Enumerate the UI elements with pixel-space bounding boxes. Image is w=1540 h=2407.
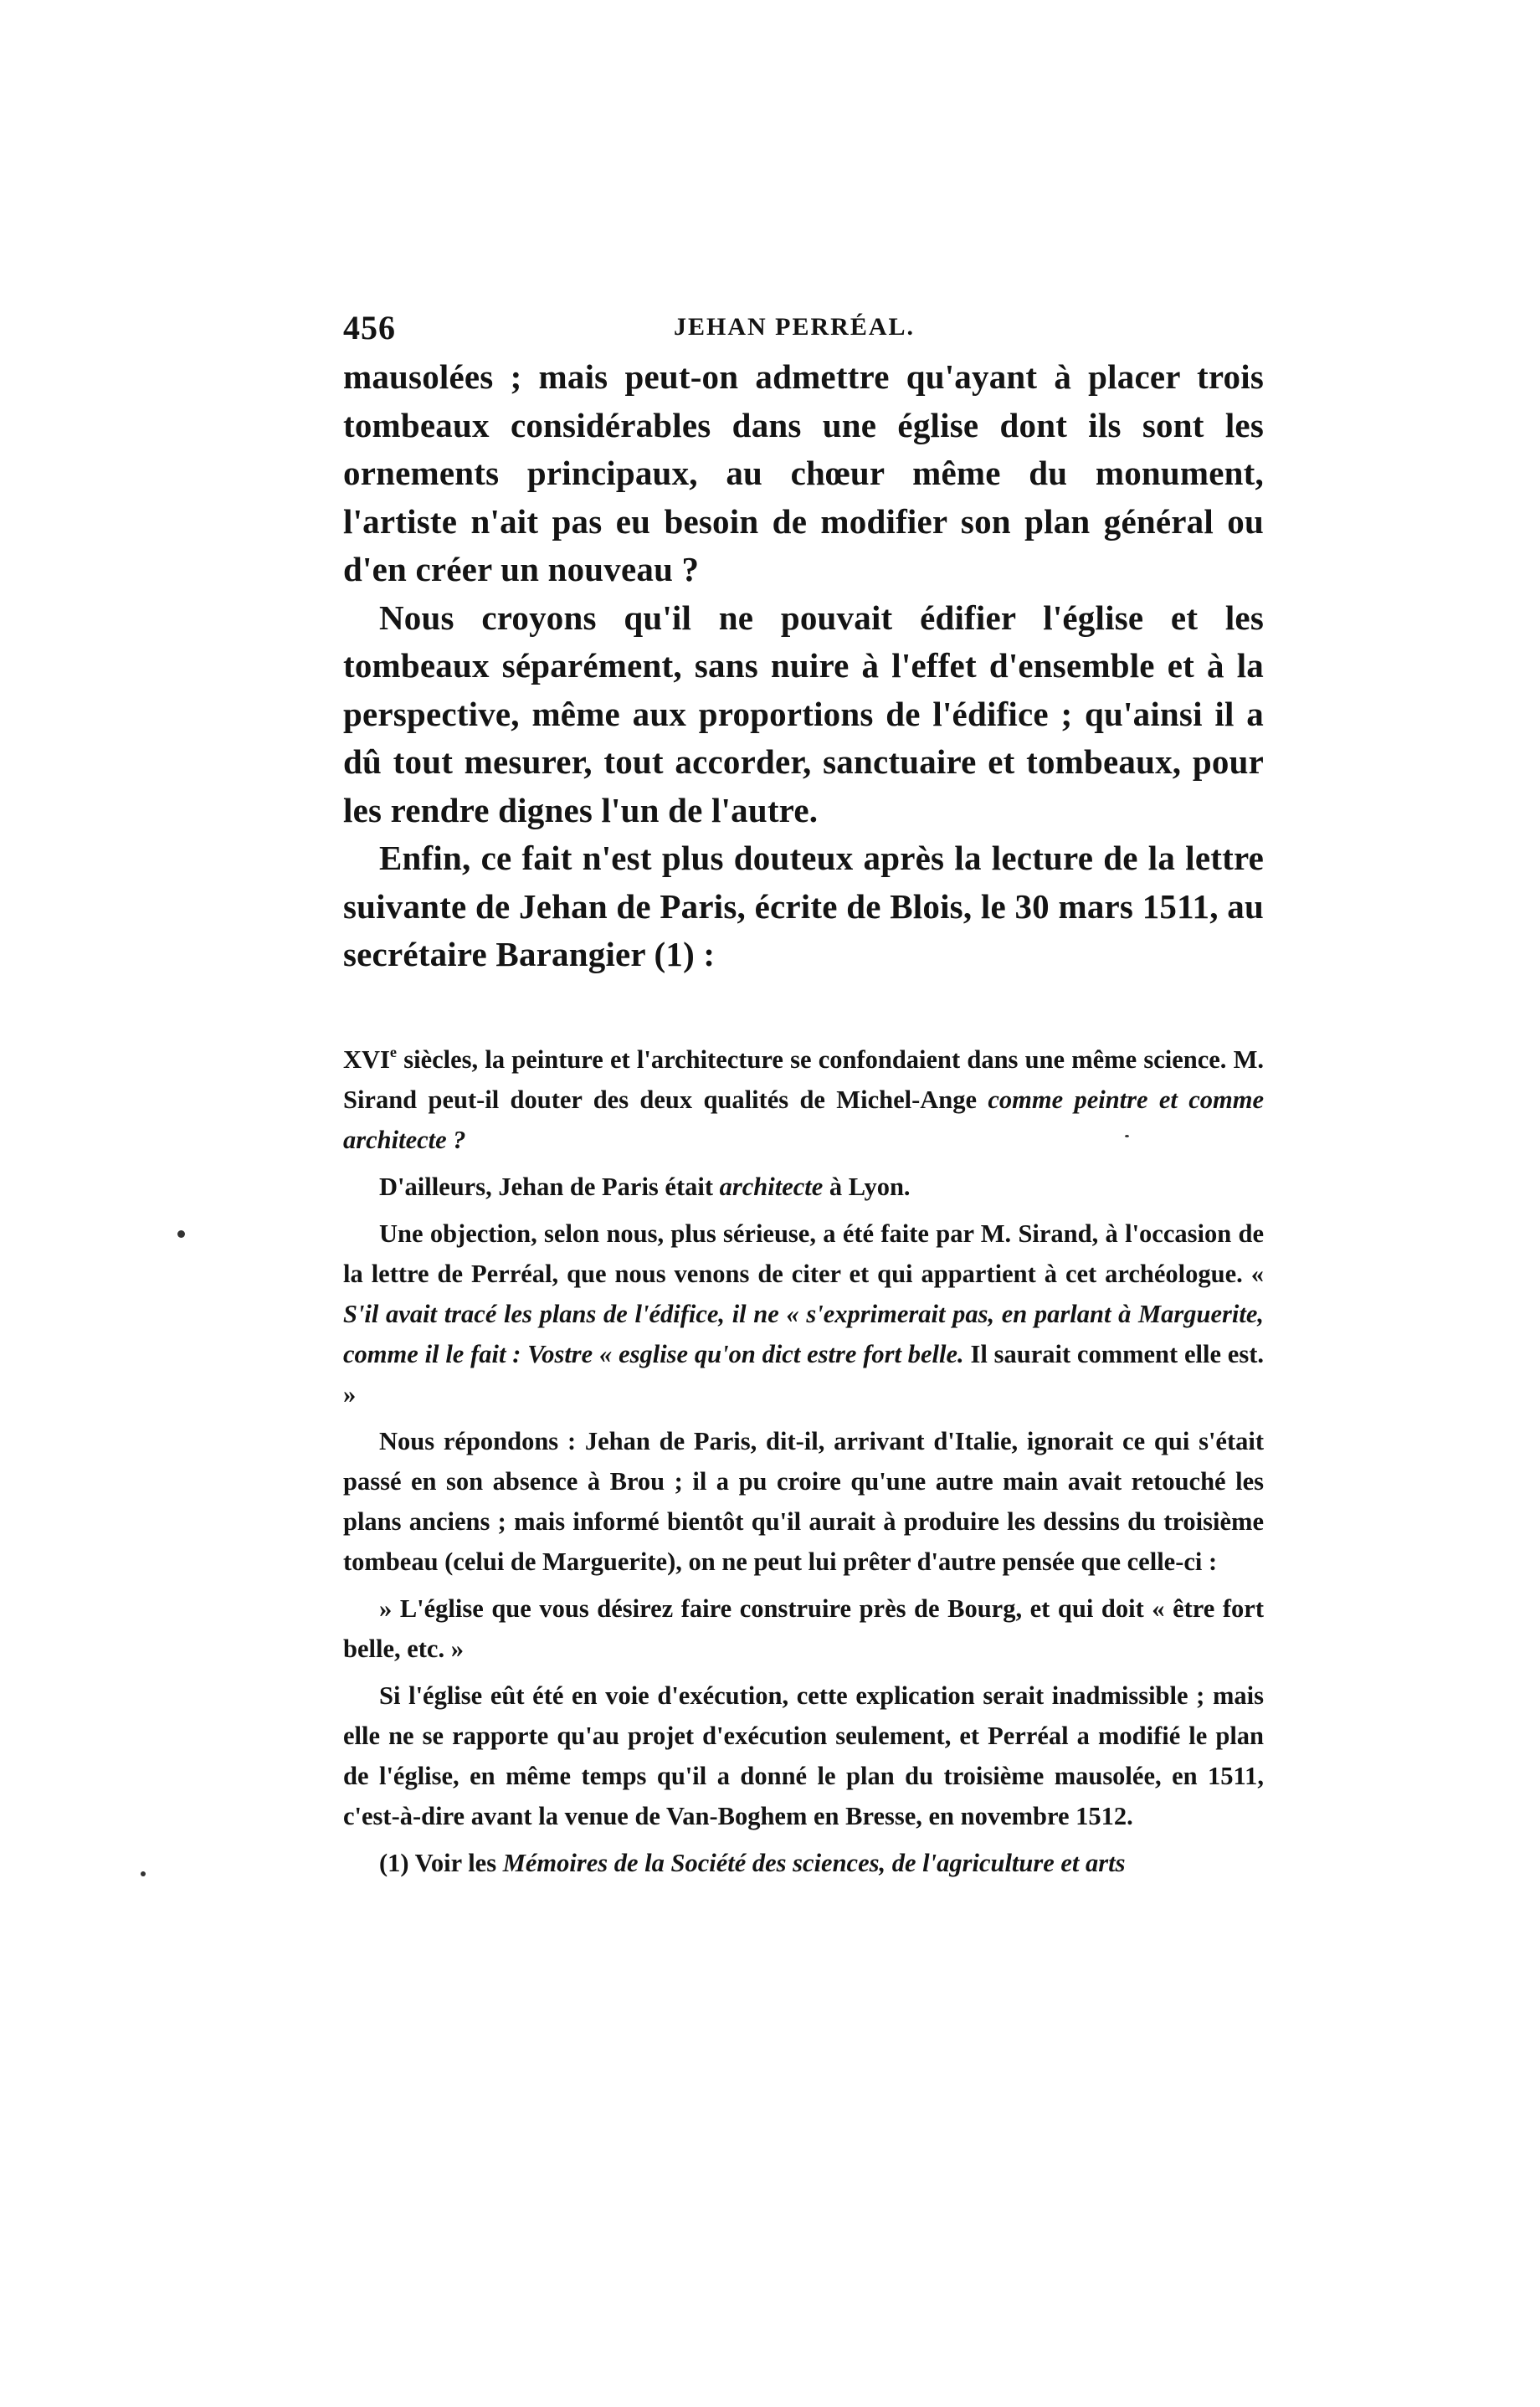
- footnote-italic: Mémoires de la Société des sciences, de l'agriculture et arts: [502, 1848, 1126, 1877]
- paragraph-1: mausolées ; mais peut-on admettre qu'ayant à placer trois tombeaux considérables dans une église dont ils sont les ornements principaux, au chœur même du monument, l'artiste n'ait pas eu besoin de modifier son plan général ou d'en créer un nouveau ?: [343, 357, 1264, 588]
- note-1-text: siècles, la peinture et l'architecture se confondaient dans une même science. M. Sirand peut-il douter des deux qualités de Michel-Ange: [343, 1044, 1264, 1114]
- main-text: [343, 353, 1264, 979]
- paragraph-3: Enfin, ce fait n'est plus douteux après la lecture de la lettre suivante de Jehan de Paris, écrite de Blois, le 30 mars 1511, au secrétaire Barangier (1) :: [343, 839, 1264, 973]
- century-superscript: e: [389, 1043, 398, 1060]
- note-paragraph-5: » L'église que vous désirez faire construire près de Bourg, et qui doit « être fort belle, etc. »: [343, 1594, 1264, 1663]
- page-number: 456: [343, 309, 396, 346]
- note-paragraph-2: [343, 1167, 1264, 1207]
- note-2-pre: D'ailleurs, Jehan de Paris était: [379, 1172, 720, 1201]
- note-paragraph-6: Si l'église eût été en voie d'exécution, cette explication serait inadmissible ; mais elle ne se rapporte qu'au projet d'exécution seulement, et Perréal a modifié le plan de l'église, en même temps qu'il a donné le plan du troisième mausolée, en 1511, c'est-à-dire avant la venue de Van-Boghem en Bresse, en novembre 1512.: [343, 1681, 1264, 1830]
- century-numeral: XVI: [343, 1044, 390, 1074]
- paragraph-2: Nous croyons qu'il ne pouvait édifier l'église et les tombeaux séparément, sans nuire à l'effet d'ensemble et à la perspective, même aux proportions de l'édifice ; qu'ainsi il a dû tout mesurer, tout accorder, sanctuaire et tombeaux, pour les rendre dignes l'un de l'autre.: [343, 598, 1264, 829]
- running-title: JEHAN PERRÉAL.: [674, 313, 916, 341]
- note-2-post: à Lyon.: [823, 1172, 911, 1201]
- footnote-pre: (1) Voir les: [379, 1848, 503, 1877]
- note-2-italic: architecte: [719, 1172, 824, 1201]
- note-3-post: Il saurait comment elle est. »: [343, 1339, 1264, 1409]
- note-paragraph-3: [343, 1214, 1264, 1414]
- note-3-italic: S'il avait tracé les plans de l'édifice, il ne « s'exprimerait pas, en parlant à Marguerite, comme il le fait : Vostre « esglise qu'on dict estre fort belle.: [343, 1299, 1264, 1368]
- note-paragraph-1: [343, 1039, 1264, 1160]
- page-speck: [141, 1871, 146, 1876]
- note-3-pre: Une objection, selon nous, plus sérieuse, a été faite par M. Sirand, à l'occasion de la lettre de Perréal, que nous venons de citer et qui appartient à cet archéologue. «: [343, 1219, 1264, 1288]
- note-paragraph-4: Nous répondons : Jehan de Paris, dit-il, arrivant d'Italie, ignorait ce qui s'était passé en son absence à Brou ; il a pu croire qu'une autre main avait retouché les plans anciens ; mais informé bientôt qu'il aurait à produire les dessins du troisième tombeau (celui de Marguerite), on ne peut lui prêter d'autre pensée que celle-ci :: [343, 1426, 1264, 1576]
- document-page: [343, 308, 1264, 1883]
- page-speck: [177, 1230, 185, 1238]
- running-head: [343, 308, 1264, 352]
- note-1-italic: comme peintre et comme architecte ?: [343, 1085, 1264, 1154]
- note-text: [343, 1039, 1264, 1836]
- footnote: [343, 1843, 1264, 1883]
